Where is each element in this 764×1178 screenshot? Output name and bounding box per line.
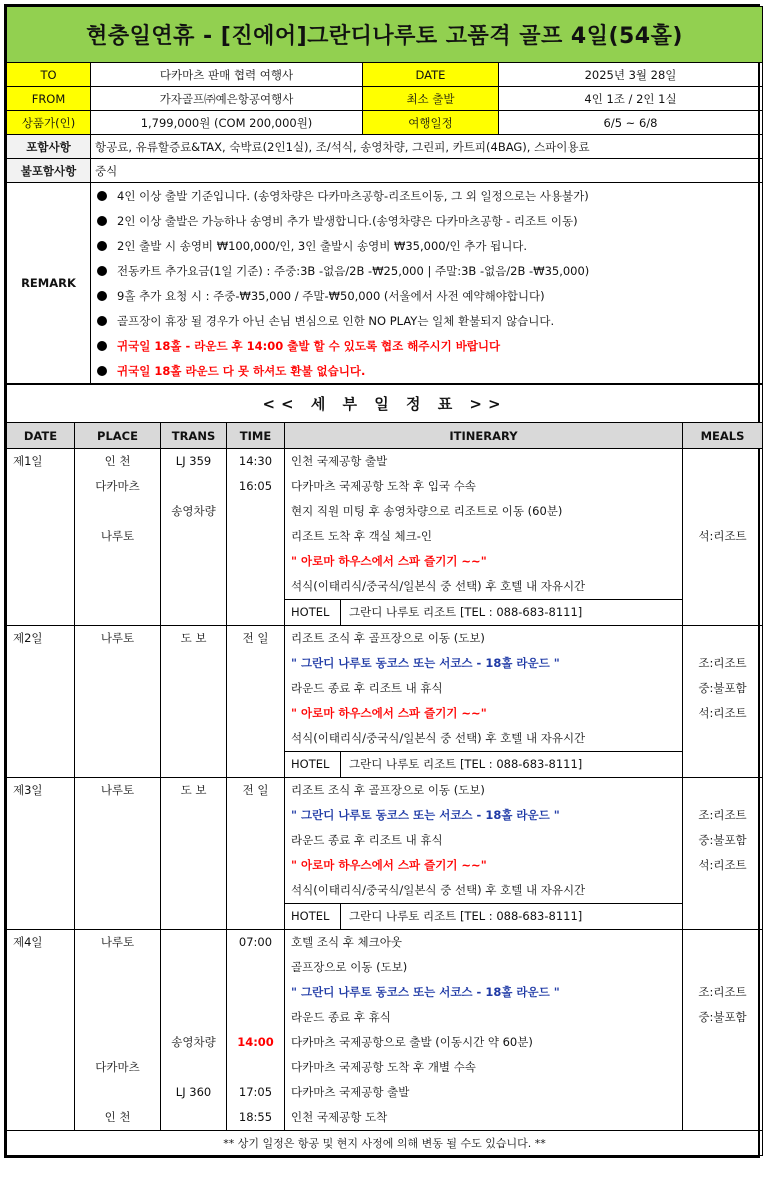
day4-time: 07:00 14:00 17:05 18:55 bbox=[227, 930, 285, 1131]
day3-row bbox=[7, 778, 763, 930]
col-date: DATE bbox=[7, 423, 75, 449]
bullet-icon bbox=[97, 241, 107, 251]
remark-item: 9홀 추가 요청 시 : 주중-₩35,000 / 주말-₩50,000 (서울에서 사전 예약해야합니다) bbox=[95, 283, 758, 308]
bullet-icon bbox=[97, 291, 107, 301]
day1-trans: LJ 359 송영차량 bbox=[161, 449, 227, 626]
day2-time: 전 일 bbox=[227, 626, 285, 778]
bullet-icon bbox=[97, 341, 107, 351]
day4-trans: 송영차량 LJ 360 bbox=[161, 930, 227, 1131]
day1-row bbox=[7, 449, 763, 626]
from-label: FROM bbox=[7, 87, 91, 111]
day3-itinerary: 리조트 조식 후 골프장으로 이동 (도보) " 그란디 나루토 동코스 또는 서코스 - 18홀 라운드 " 라운드 종료 후 리조트 내 휴식 " 아로마 하우스에서 스파 즐기기 ~~" 석식(이태리식/중국식/일본식 중 선택) 후 호텔 내 자유시간 HOTEL 그란디 나루토 리조트 [TEL : 088-683-8111] bbox=[285, 778, 683, 930]
remark-item: 골프장이 휴장 될 경우가 아닌 손님 변심으로 인한 NO PLAY는 일체 환불되지 않습니다. bbox=[95, 308, 758, 333]
bullet-icon bbox=[97, 316, 107, 326]
schedule-title: << 세 부 일 정 표 >> bbox=[7, 385, 763, 423]
incl-value: 항공료, 유류할증료&TAX, 숙박료(2인1실), 조/석식, 송영차량, 그린피, 카트피(4BAG), 스파이용료 bbox=[91, 135, 763, 159]
price-label: 상품가(인) bbox=[7, 111, 91, 135]
col-place: PLACE bbox=[75, 423, 161, 449]
day3-hotel: HOTEL 그란디 나루토 리조트 [TEL : 088-683-8111] bbox=[285, 903, 682, 929]
day1-time: 14:30 16:05 bbox=[227, 449, 285, 626]
day1-date: 제1일 bbox=[7, 449, 75, 626]
bullet-icon bbox=[97, 366, 107, 376]
footer-note: ** 상기 일정은 항공 및 현지 사정에 의해 변동 될 수도 있습니다. ** bbox=[7, 1131, 763, 1156]
day3-place: 나루토 bbox=[75, 778, 161, 930]
day4-place: 나루토 다카마츠 인 천 bbox=[75, 930, 161, 1131]
col-itinerary: ITINERARY bbox=[285, 423, 683, 449]
day2-trans: 도 보 bbox=[161, 626, 227, 778]
day3-trans: 도 보 bbox=[161, 778, 227, 930]
day1-meals: 석:리조트 bbox=[683, 449, 763, 626]
day2-itinerary: 리조트 조식 후 골프장으로 이동 (도보) " 그란디 나루토 동코스 또는 서코스 - 18홀 라운드 " 라운드 종료 후 리조트 내 휴식 " 아로마 하우스에서 스파 즐기기 ~~" 석식(이태리식/중국식/일본식 중 선택) 후 호텔 내 자유시간 HOTEL 그란디 나루토 리조트 [TEL : 088-683-8111] bbox=[285, 626, 683, 778]
to-label: TO bbox=[7, 63, 91, 87]
day2-hotel: HOTEL 그란디 나루토 리조트 [TEL : 088-683-8111] bbox=[285, 751, 682, 777]
schedule-table bbox=[6, 384, 763, 1156]
day4-meals: 조:리조트 중:불포함 bbox=[683, 930, 763, 1131]
col-meals: MEALS bbox=[683, 423, 763, 449]
day1-itinerary: 인천 국제공항 출발 다카마츠 국제공항 도착 후 입국 수속 현지 직원 미팅 후 송영차량으로 리조트로 이동 (60분) 리조트 도착 후 객실 체크-인 " 아로마 하우스에서 스파 즐기기 ~~" 석식(이태리식/중국식/일본식 중 선택) 후 호텔 내 자유시간 HOTEL 그란디 나루토 리조트 [TEL : 088-683-8111] bbox=[285, 449, 683, 626]
page-title: 현충일연휴 - [진에어]그란디나루토 고품격 골프 4일(54홀) bbox=[7, 7, 763, 63]
day2-meals: 조:리조트 중:불포함 석:리조트 bbox=[683, 626, 763, 778]
day3-meals: 조:리조트 중:불포함 석:리조트 bbox=[683, 778, 763, 930]
day2-place: 나루토 bbox=[75, 626, 161, 778]
remark-item: 전동카트 추가요금(1일 기준) : 주중:3B -없음/2B -₩25,000 | 주말:3B -없음/2B -₩35,000) bbox=[95, 258, 758, 283]
col-time: TIME bbox=[227, 423, 285, 449]
itinerary-sheet bbox=[4, 4, 760, 1158]
min-label: 최소 출발 bbox=[363, 87, 499, 111]
remark-label: REMARK bbox=[7, 183, 91, 384]
min-value: 4인 1조 / 2인 1실 bbox=[499, 87, 763, 111]
day1-hotel: HOTEL 그란디 나루토 리조트 [TEL : 088-683-8111] bbox=[285, 599, 682, 625]
excl-label: 불포함사항 bbox=[7, 159, 91, 183]
day3-date: 제3일 bbox=[7, 778, 75, 930]
bullet-icon bbox=[97, 191, 107, 201]
bullet-icon bbox=[97, 216, 107, 226]
incl-label: 포함사항 bbox=[7, 135, 91, 159]
day2-row bbox=[7, 626, 763, 778]
remark-item: 2인 출발 시 송영비 ₩100,000/인, 3인 출발시 송영비 ₩35,000/인 추가 됩니다. bbox=[95, 233, 758, 258]
remark-list bbox=[91, 183, 763, 384]
bullet-icon bbox=[97, 266, 107, 276]
price-value: 1,799,000원 (COM 200,000원) bbox=[91, 111, 363, 135]
remark-item: 귀국일 18홀 라운드 다 못 하셔도 환불 없습니다. bbox=[95, 358, 758, 383]
remark-item: 4인 이상 출발 기준입니다. (송영차량은 다카마츠공항-리조트이동, 그 외 일정으로는 사용불가) bbox=[95, 183, 758, 208]
date-value: 2025년 3월 28일 bbox=[499, 63, 763, 87]
period-label: 여행일정 bbox=[363, 111, 499, 135]
remark-item: 귀국일 18홀 - 라운드 후 14:00 출발 할 수 있도록 협조 해주시기 바랍니다 bbox=[95, 333, 758, 358]
day1-place: 인 천 다카마츠 나루토 bbox=[75, 449, 161, 626]
date-label: DATE bbox=[363, 63, 499, 87]
remark-item: 2인 이상 출발은 가능하나 송영비 추가 발생합니다.(송영차량은 다카마츠공항 - 리조트 이동) bbox=[95, 208, 758, 233]
day4-row bbox=[7, 930, 763, 1131]
period-value: 6/5 ~ 6/8 bbox=[499, 111, 763, 135]
from-value: 가자골프㈜예은항공여행사 bbox=[91, 87, 363, 111]
to-value: 다카마츠 판매 협력 여행사 bbox=[91, 63, 363, 87]
col-trans: TRANS bbox=[161, 423, 227, 449]
excl-value: 중식 bbox=[91, 159, 763, 183]
day2-date: 제2일 bbox=[7, 626, 75, 778]
day4-itinerary: 호텔 조식 후 체크아웃 골프장으로 이동 (도보) " 그란디 나루토 동코스 또는 서코스 - 18홀 라운드 " 라운드 종료 후 휴식 다카마츠 국제공항으로 출발 (이동시간 약 60분) 다카마츠 국제공항 도착 후 개별 수속 다카마츠 국제공항 출발 인천 국제공항 도착 bbox=[285, 930, 683, 1131]
day3-time: 전 일 bbox=[227, 778, 285, 930]
summary-table bbox=[6, 6, 763, 384]
day4-date: 제4일 bbox=[7, 930, 75, 1131]
